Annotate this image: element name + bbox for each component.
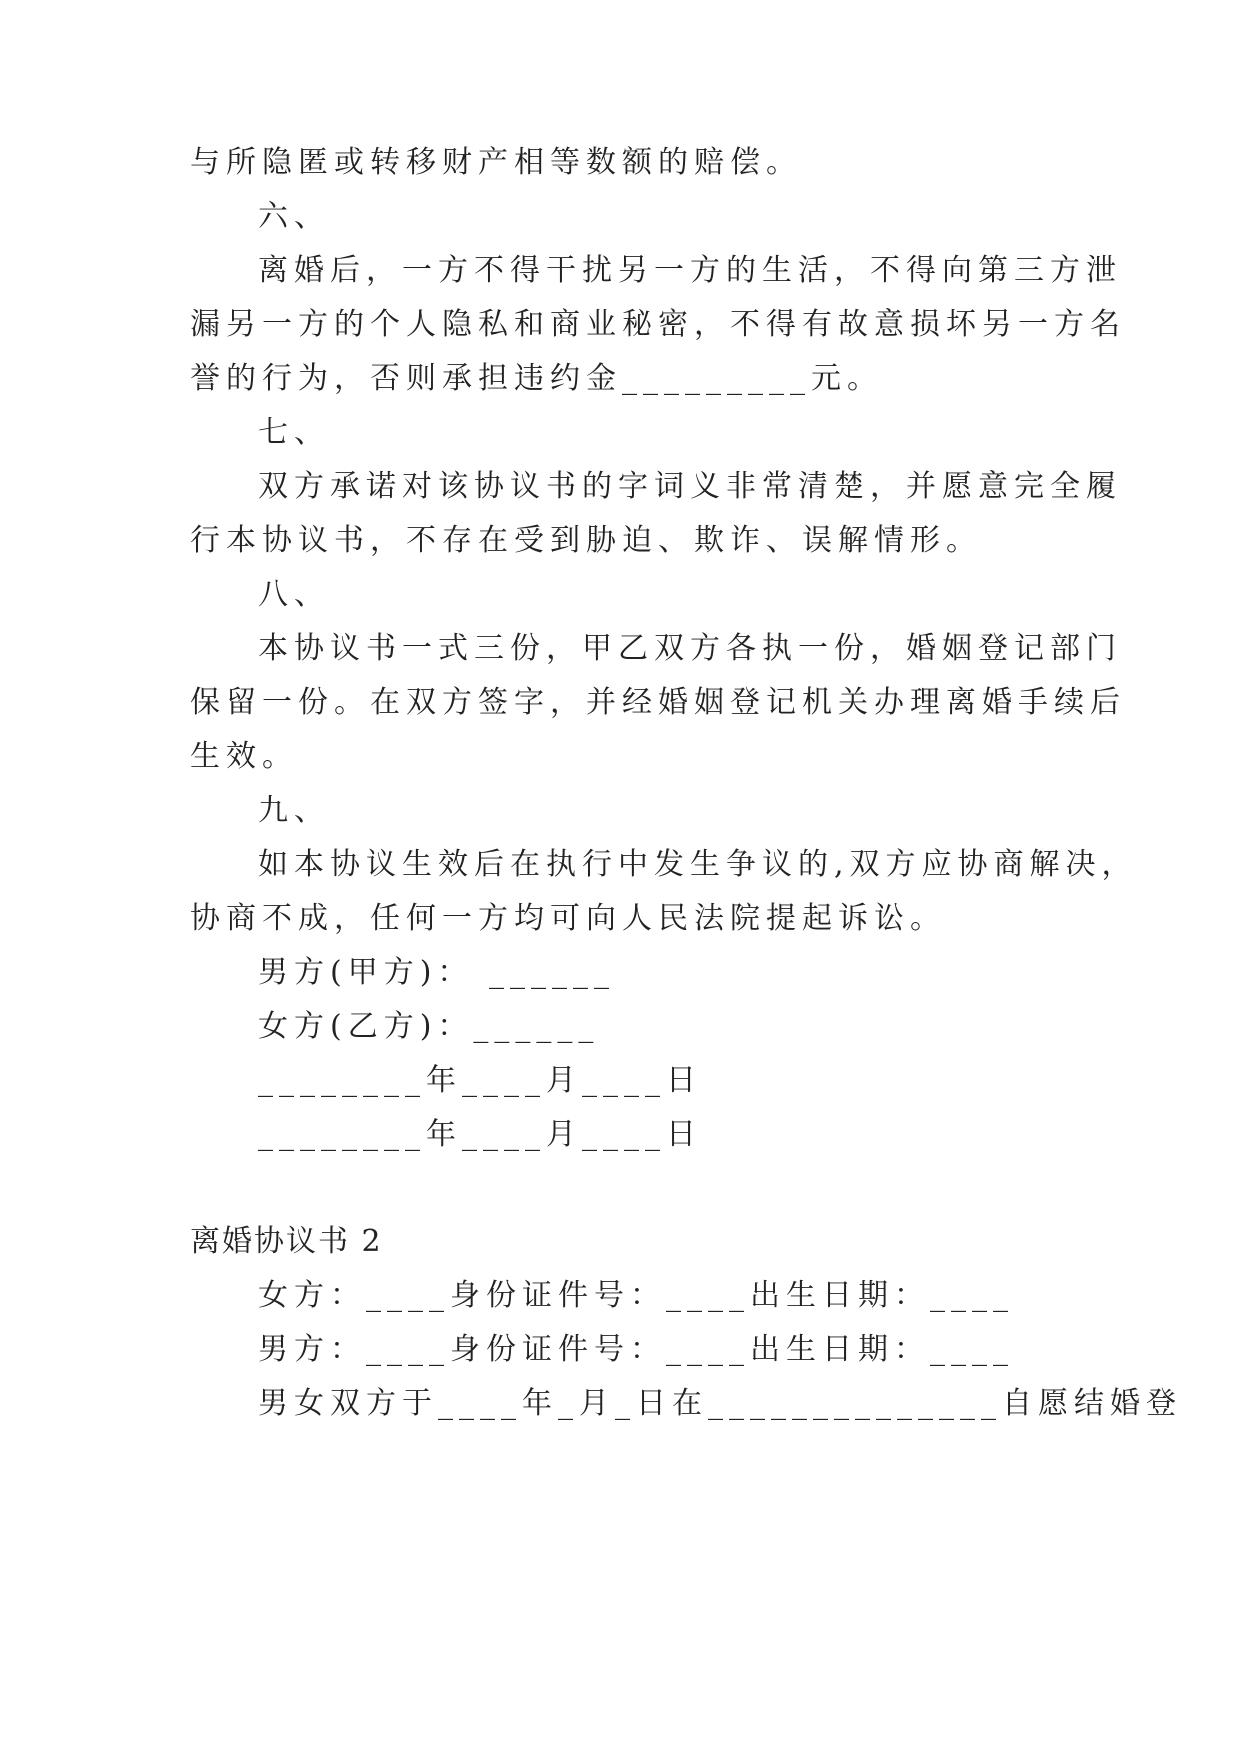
clause-heading-9: 九、 bbox=[258, 793, 330, 828]
clause-6-line-3: 誉的行为，否则承担违约金_________元。 bbox=[190, 361, 883, 396]
signature-date-2: ________年____月____日 bbox=[258, 1117, 702, 1152]
clause-8-line-2: 保留一份。在双方签字，并经婚姻登记机关办理离婚手续后 bbox=[190, 685, 1126, 720]
signature-date-1: ________年____月____日 bbox=[258, 1063, 702, 1098]
clause-heading-7: 七、 bbox=[258, 415, 330, 450]
document-2-title: 离婚协议书 2 bbox=[190, 1224, 383, 1259]
clause-heading-8: 八、 bbox=[258, 577, 330, 612]
female-party-info: 女方：____身份证件号：____出生日期：____ bbox=[258, 1278, 1014, 1313]
clause-7-line-1: 双方承诺对该协议书的字词义非常清楚，并愿意完全履 bbox=[258, 469, 1122, 504]
signature-female-party: 女方(乙方)：______ bbox=[258, 1009, 600, 1044]
clause-9-line-1: 如本协议生效后在执行中发生争议的,双方应协商解决， bbox=[258, 847, 1138, 882]
male-party-info: 男方：____身份证件号：____出生日期：____ bbox=[258, 1332, 1014, 1367]
marriage-registration-line: 男女双方于____年_月_日在______________自愿结婚登 bbox=[258, 1386, 1182, 1421]
clause-6-line-1: 离婚后，一方不得干扰另一方的生活，不得向第三方泄 bbox=[258, 253, 1122, 288]
clause-6-line-2: 漏另一方的个人隐私和商业秘密，不得有故意损坏另一方名 bbox=[190, 307, 1126, 342]
clause-7-line-2: 行本协议书，不存在受到胁迫、欺诈、误解情形。 bbox=[190, 523, 982, 558]
clause-8-line-3: 生效。 bbox=[190, 739, 298, 774]
clause-heading-6: 六、 bbox=[258, 199, 330, 234]
paragraph-line-compensation-end: 与所隐匿或转移财产相等数额的赔偿。 bbox=[190, 145, 802, 180]
signature-male-party: 男方(甲方)： ______ bbox=[258, 955, 615, 990]
clause-9-line-2: 协商不成，任何一方均可向人民法院提起诉讼。 bbox=[190, 901, 946, 936]
clause-8-line-1: 本协议书一式三份，甲乙双方各执一份，婚姻登记部门 bbox=[258, 631, 1122, 666]
